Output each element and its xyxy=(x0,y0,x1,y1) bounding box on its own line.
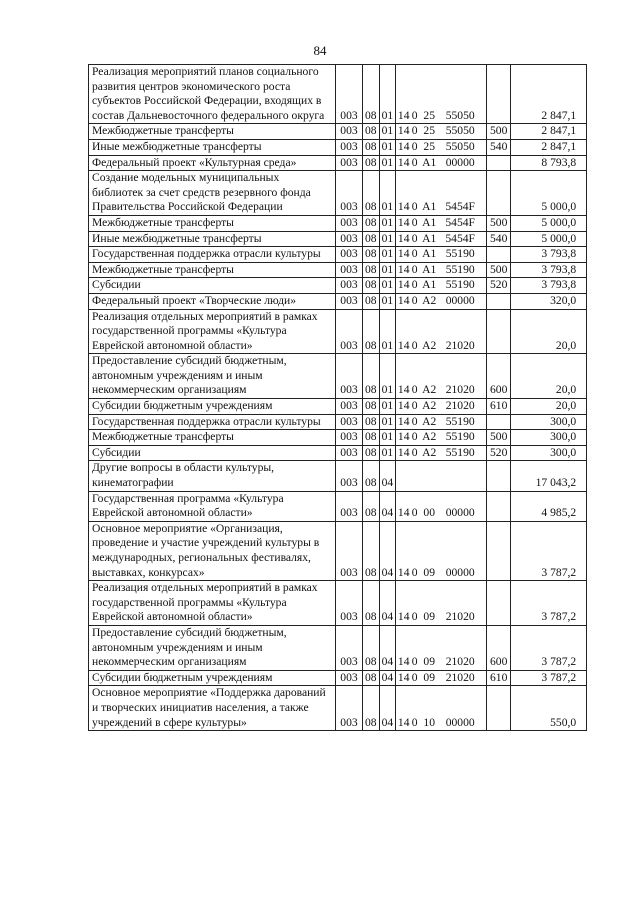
target-article-part: 00000 xyxy=(445,506,475,520)
table-row xyxy=(89,625,587,670)
row-admin-code-cell: 003 xyxy=(336,171,363,216)
row-subsection-cell: 01 xyxy=(379,139,396,155)
row-name-cell: Государственная поддержка отрасли культуры xyxy=(89,247,336,263)
target-article-part: 00000 xyxy=(445,715,475,729)
row-name-cell: Межбюджетные трансферты xyxy=(89,215,336,231)
row-expense-type-cell xyxy=(487,155,511,171)
target-article-part: 0 xyxy=(411,655,418,669)
row-amount-cell: 20,0 xyxy=(511,309,587,354)
row-admin-code-cell: 003 xyxy=(336,625,363,670)
row-expense-type-cell xyxy=(487,686,511,731)
row-section-cell: 08 xyxy=(363,171,380,216)
row-admin-code-cell: 003 xyxy=(336,278,363,294)
target-article-part: 09 xyxy=(423,670,435,684)
row-name-cell: Реализация мероприятий планов социального развития центров экономического роста субъектов Российской Федерации, входящих в состав Дальневосточного федерального округа xyxy=(89,65,336,124)
row-target-article-cell xyxy=(396,430,487,446)
target-article-part: A2 xyxy=(422,414,437,428)
row-admin-code-cell: 003 xyxy=(336,686,363,731)
row-target-article-cell xyxy=(396,155,487,171)
row-amount-cell: 17 043,2 xyxy=(511,461,587,491)
row-name-cell: Создание модельных муниципальных библиотек за счет средств резервного фонда Правительства Российской Федерации xyxy=(89,171,336,216)
row-name-cell: Государственная программа «Культура Еврейской автономной области» xyxy=(89,491,336,521)
target-article-part: A2 xyxy=(422,338,437,352)
row-target-article-cell xyxy=(396,278,487,294)
target-article-part: 21020 xyxy=(445,399,475,413)
target-article-part: 14 xyxy=(397,430,410,444)
row-expense-type-cell: 500 xyxy=(487,430,511,446)
target-article-part: 0 xyxy=(411,430,418,444)
table-row xyxy=(89,670,587,686)
target-article-part: 00000 xyxy=(445,565,475,579)
table-row xyxy=(89,65,587,124)
target-article-part: 55190 xyxy=(445,262,475,276)
row-admin-code-cell: 003 xyxy=(336,445,363,461)
target-article-part: 0 xyxy=(411,445,418,459)
target-article-part: 14 xyxy=(397,383,410,397)
row-amount-cell: 3 787,2 xyxy=(511,670,587,686)
row-name-cell: Предоставление субсидий бюджетным, автономным учреждениям и иным некоммерческим организациям xyxy=(89,625,336,670)
row-admin-code-cell: 003 xyxy=(336,124,363,140)
table-row xyxy=(89,686,587,731)
target-article-part: 0 xyxy=(411,565,418,579)
row-amount-cell: 550,0 xyxy=(511,686,587,731)
row-subsection-cell: 04 xyxy=(379,521,396,580)
target-article-part: 14 xyxy=(397,715,410,729)
row-amount-cell: 20,0 xyxy=(511,399,587,415)
row-amount-cell: 300,0 xyxy=(511,430,587,446)
target-article-part: 0 xyxy=(411,278,418,292)
target-article-part: 14 xyxy=(397,124,410,138)
target-article-part: A1 xyxy=(422,231,437,245)
row-amount-cell: 3 787,2 xyxy=(511,625,587,670)
row-section-cell: 08 xyxy=(363,625,380,670)
row-name-cell: Межбюджетные трансферты xyxy=(89,124,336,140)
target-article-part: 00000 xyxy=(445,293,475,307)
row-section-cell: 08 xyxy=(363,521,380,580)
row-subsection-cell: 01 xyxy=(379,65,396,124)
target-article-part: 25 xyxy=(423,124,435,138)
table-row xyxy=(89,430,587,446)
target-article-part: 55190 xyxy=(445,247,475,261)
target-article-part: 21020 xyxy=(445,655,475,669)
row-subsection-cell: 01 xyxy=(379,155,396,171)
table-row xyxy=(89,139,587,155)
row-expense-type-cell: 600 xyxy=(487,625,511,670)
target-article-part: 14 xyxy=(397,231,410,245)
row-admin-code-cell: 003 xyxy=(336,231,363,247)
target-article-part: 09 xyxy=(423,565,435,579)
target-article-part: 0 xyxy=(411,124,418,138)
table-row xyxy=(89,521,587,580)
row-expense-type-cell: 600 xyxy=(487,354,511,399)
target-article-part: 25 xyxy=(423,139,435,153)
page-number: 84 xyxy=(313,43,327,58)
row-name-cell: Другие вопросы в области культуры, кинематографии xyxy=(89,461,336,491)
row-expense-type-cell xyxy=(487,65,511,124)
target-article-part: A1 xyxy=(422,215,437,229)
row-expense-type-cell xyxy=(487,581,511,626)
row-section-cell: 08 xyxy=(363,414,380,430)
row-name-cell: Субсидии бюджетным учреждениям xyxy=(89,670,336,686)
target-article-part: 0 xyxy=(411,715,418,729)
row-name-cell: Иные межбюджетные трансферты xyxy=(89,139,336,155)
row-admin-code-cell: 003 xyxy=(336,309,363,354)
table-row xyxy=(89,124,587,140)
target-article-part: A1 xyxy=(422,278,437,292)
row-expense-type-cell xyxy=(487,247,511,263)
target-article-part: 0 xyxy=(411,670,418,684)
target-article-part: 14 xyxy=(397,445,410,459)
target-article-part: 14 xyxy=(397,139,410,153)
target-article-part: 0 xyxy=(411,414,418,428)
row-section-cell: 08 xyxy=(363,354,380,399)
row-expense-type-cell: 540 xyxy=(487,231,511,247)
row-admin-code-cell: 003 xyxy=(336,293,363,309)
row-subsection-cell: 01 xyxy=(379,262,396,278)
row-target-article-cell xyxy=(396,625,487,670)
row-target-article-cell xyxy=(396,491,487,521)
row-subsection-cell: 01 xyxy=(379,414,396,430)
target-article-part: 21020 xyxy=(445,670,475,684)
target-article-part: 55190 xyxy=(445,278,475,292)
row-expense-type-cell xyxy=(487,461,511,491)
target-article-part: 55190 xyxy=(445,430,475,444)
target-article-part: 55050 xyxy=(445,124,475,138)
target-article-part: 14 xyxy=(397,655,410,669)
row-amount-cell: 3 787,2 xyxy=(511,521,587,580)
target-article-part: 00000 xyxy=(445,155,475,169)
row-admin-code-cell: 003 xyxy=(336,414,363,430)
row-subsection-cell: 04 xyxy=(379,686,396,731)
target-article-part: A1 xyxy=(422,200,437,214)
target-article-part: 21020 xyxy=(445,383,475,397)
row-expense-type-cell xyxy=(487,491,511,521)
target-article-part: 21020 xyxy=(445,610,475,624)
row-expense-type-cell xyxy=(487,309,511,354)
row-target-article-cell xyxy=(396,399,487,415)
row-section-cell: 08 xyxy=(363,247,380,263)
row-admin-code-cell: 003 xyxy=(336,461,363,491)
row-admin-code-cell: 003 xyxy=(336,354,363,399)
row-subsection-cell: 04 xyxy=(379,670,396,686)
target-article-part: A2 xyxy=(422,383,437,397)
row-target-article-cell xyxy=(396,171,487,216)
row-subsection-cell: 01 xyxy=(379,171,396,216)
row-target-article-cell xyxy=(396,354,487,399)
target-article-part: 0 xyxy=(411,247,418,261)
table-row xyxy=(89,262,587,278)
target-article-part: 55050 xyxy=(445,139,475,153)
row-target-article-cell xyxy=(396,293,487,309)
row-section-cell: 08 xyxy=(363,231,380,247)
target-article-part: 14 xyxy=(397,610,410,624)
target-article-part: 0 xyxy=(411,262,418,276)
target-article-part: 0 xyxy=(411,231,418,245)
row-subsection-cell: 01 xyxy=(379,293,396,309)
target-article-part: 0 xyxy=(411,215,418,229)
target-article-part: 0 xyxy=(411,610,418,624)
target-article-part: 14 xyxy=(397,338,410,352)
row-amount-cell: 2 847,1 xyxy=(511,65,587,124)
row-admin-code-cell: 003 xyxy=(336,521,363,580)
table-row xyxy=(89,231,587,247)
row-subsection-cell: 01 xyxy=(379,445,396,461)
row-expense-type-cell: 500 xyxy=(487,262,511,278)
target-article-part: 0 xyxy=(411,108,418,122)
target-article-part: 14 xyxy=(397,414,410,428)
target-article-part: 0 xyxy=(411,506,418,520)
row-section-cell: 08 xyxy=(363,461,380,491)
row-amount-cell: 3 793,8 xyxy=(511,247,587,263)
table-row xyxy=(89,491,587,521)
row-subsection-cell: 04 xyxy=(379,461,396,491)
row-target-article-cell xyxy=(396,414,487,430)
row-amount-cell: 2 847,1 xyxy=(511,124,587,140)
target-article-part: 14 xyxy=(397,670,410,684)
row-expense-type-cell: 610 xyxy=(487,399,511,415)
row-name-cell: Межбюджетные трансферты xyxy=(89,430,336,446)
row-expense-type-cell: 500 xyxy=(487,215,511,231)
row-name-cell: Основное мероприятие «Поддержка дарований и творческих инициатив населения, а также учреждений в сфере культуры» xyxy=(89,686,336,731)
table-row xyxy=(89,354,587,399)
target-article-part: A2 xyxy=(422,399,437,413)
row-subsection-cell: 04 xyxy=(379,625,396,670)
row-section-cell: 08 xyxy=(363,278,380,294)
row-section-cell: 08 xyxy=(363,155,380,171)
row-target-article-cell xyxy=(396,262,487,278)
row-amount-cell: 5 000,0 xyxy=(511,231,587,247)
row-name-cell: Реализация отдельных мероприятий в рамках государственной программы «Культура Еврейской автономной области» xyxy=(89,309,336,354)
row-name-cell: Иные межбюджетные трансферты xyxy=(89,231,336,247)
row-name-cell: Межбюджетные трансферты xyxy=(89,262,336,278)
row-name-cell: Субсидии бюджетным учреждениям xyxy=(89,399,336,415)
row-target-article-cell xyxy=(396,65,487,124)
row-amount-cell: 300,0 xyxy=(511,445,587,461)
row-admin-code-cell: 003 xyxy=(336,215,363,231)
row-section-cell: 08 xyxy=(363,139,380,155)
row-section-cell: 08 xyxy=(363,581,380,626)
row-target-article-cell xyxy=(396,309,487,354)
row-subsection-cell: 01 xyxy=(379,309,396,354)
row-target-article-cell xyxy=(396,461,487,491)
row-target-article-cell xyxy=(396,521,487,580)
target-article-part: 14 xyxy=(397,247,410,261)
target-article-part: 0 xyxy=(411,399,418,413)
row-target-article-cell xyxy=(396,215,487,231)
target-article-part: 14 xyxy=(397,108,410,122)
row-section-cell: 08 xyxy=(363,215,380,231)
row-amount-cell: 8 793,8 xyxy=(511,155,587,171)
row-subsection-cell: 01 xyxy=(379,399,396,415)
row-admin-code-cell: 003 xyxy=(336,670,363,686)
target-article-part: 10 xyxy=(423,715,435,729)
row-name-cell: Государственная поддержка отрасли культуры xyxy=(89,414,336,430)
target-article-part: 0 xyxy=(411,338,418,352)
target-article-part: 25 xyxy=(423,108,435,122)
target-article-part: 55050 xyxy=(445,108,475,122)
table-row xyxy=(89,155,587,171)
row-target-article-cell xyxy=(396,139,487,155)
row-name-cell: Субсидии xyxy=(89,278,336,294)
target-article-part: 14 xyxy=(397,215,410,229)
target-article-part: 5454F xyxy=(445,215,475,229)
target-article-part: 0 xyxy=(411,139,418,153)
row-expense-type-cell xyxy=(487,171,511,216)
row-section-cell: 08 xyxy=(363,309,380,354)
row-amount-cell: 4 985,2 xyxy=(511,491,587,521)
table-row xyxy=(89,445,587,461)
row-admin-code-cell: 003 xyxy=(336,155,363,171)
target-article-part: 0 xyxy=(411,155,418,169)
row-target-article-cell xyxy=(396,686,487,731)
row-section-cell: 08 xyxy=(363,293,380,309)
target-article-part: 09 xyxy=(423,610,435,624)
target-article-part: 14 xyxy=(397,200,410,214)
target-article-part: 14 xyxy=(397,293,410,307)
target-article-part: 21020 xyxy=(445,338,475,352)
row-section-cell: 08 xyxy=(363,399,380,415)
target-article-part: 5454F xyxy=(445,231,475,245)
row-admin-code-cell: 003 xyxy=(336,247,363,263)
table-row xyxy=(89,414,587,430)
row-section-cell: 08 xyxy=(363,262,380,278)
target-article-part: 55190 xyxy=(445,414,475,428)
row-target-article-cell xyxy=(396,231,487,247)
target-article-part: A1 xyxy=(422,247,437,261)
row-amount-cell: 5 000,0 xyxy=(511,171,587,216)
row-section-cell: 08 xyxy=(363,430,380,446)
row-expense-type-cell xyxy=(487,521,511,580)
row-subsection-cell: 01 xyxy=(379,215,396,231)
budget-table xyxy=(88,64,587,731)
table-row xyxy=(89,215,587,231)
target-article-part: 55190 xyxy=(445,445,475,459)
row-section-cell: 08 xyxy=(363,65,380,124)
row-name-cell: Предоставление субсидий бюджетным, автономным учреждениям и иным некоммерческим организациям xyxy=(89,354,336,399)
row-target-article-cell xyxy=(396,124,487,140)
row-section-cell: 08 xyxy=(363,124,380,140)
table-row xyxy=(89,581,587,626)
row-expense-type-cell: 520 xyxy=(487,445,511,461)
target-article-part: 14 xyxy=(397,262,410,276)
target-article-part: A2 xyxy=(422,445,437,459)
row-amount-cell: 3 793,8 xyxy=(511,278,587,294)
target-article-part: 14 xyxy=(397,155,410,169)
target-article-part: 0 xyxy=(411,383,418,397)
row-target-article-cell xyxy=(396,670,487,686)
row-section-cell: 08 xyxy=(363,491,380,521)
row-subsection-cell: 01 xyxy=(379,231,396,247)
row-expense-type-cell: 500 xyxy=(487,124,511,140)
row-admin-code-cell: 003 xyxy=(336,581,363,626)
row-subsection-cell: 01 xyxy=(379,247,396,263)
row-section-cell: 08 xyxy=(363,686,380,731)
target-article-part: 14 xyxy=(397,506,410,520)
target-article-part: A1 xyxy=(422,155,437,169)
row-section-cell: 08 xyxy=(363,670,380,686)
target-article-part: 14 xyxy=(397,399,410,413)
row-expense-type-cell: 540 xyxy=(487,139,511,155)
table-row xyxy=(89,399,587,415)
target-article-part: 5454F xyxy=(445,200,475,214)
row-name-cell: Федеральный проект «Творческие люди» xyxy=(89,293,336,309)
row-amount-cell: 20,0 xyxy=(511,354,587,399)
target-article-part: A2 xyxy=(422,430,437,444)
target-article-part: 09 xyxy=(423,655,435,669)
row-subsection-cell: 04 xyxy=(379,581,396,626)
target-article-part: A1 xyxy=(422,262,437,276)
row-expense-type-cell: 520 xyxy=(487,278,511,294)
row-admin-code-cell: 003 xyxy=(336,139,363,155)
row-admin-code-cell: 003 xyxy=(336,262,363,278)
table-row xyxy=(89,171,587,216)
table-row xyxy=(89,461,587,491)
row-name-cell: Реализация отдельных мероприятий в рамках государственной программы «Культура Еврейской автономной области» xyxy=(89,581,336,626)
row-amount-cell: 2 847,1 xyxy=(511,139,587,155)
row-expense-type-cell: 610 xyxy=(487,670,511,686)
row-name-cell: Федеральный проект «Культурная среда» xyxy=(89,155,336,171)
row-amount-cell: 3 793,8 xyxy=(511,262,587,278)
target-article-part: 00 xyxy=(423,506,435,520)
target-article-part: 0 xyxy=(411,293,418,307)
row-target-article-cell xyxy=(396,581,487,626)
row-amount-cell: 320,0 xyxy=(511,293,587,309)
target-article-part: 0 xyxy=(411,200,418,214)
table-body xyxy=(89,65,587,731)
row-admin-code-cell: 003 xyxy=(336,399,363,415)
row-name-cell: Основное мероприятие «Организация, проведение и участие учреждений культуры в международных, региональных фестивалях, выставках, конкурсах» xyxy=(89,521,336,580)
row-admin-code-cell: 003 xyxy=(336,430,363,446)
row-amount-cell: 300,0 xyxy=(511,414,587,430)
row-target-article-cell xyxy=(396,247,487,263)
row-section-cell: 08 xyxy=(363,445,380,461)
table-row xyxy=(89,247,587,263)
row-target-article-cell xyxy=(396,445,487,461)
row-subsection-cell: 01 xyxy=(379,430,396,446)
row-name-cell: Субсидии xyxy=(89,445,336,461)
target-article-part: A2 xyxy=(422,293,437,307)
target-article-part: 14 xyxy=(397,278,410,292)
target-article-part: 14 xyxy=(397,565,410,579)
row-admin-code-cell: 003 xyxy=(336,65,363,124)
row-subsection-cell: 01 xyxy=(379,354,396,399)
row-subsection-cell: 01 xyxy=(379,124,396,140)
row-subsection-cell: 04 xyxy=(379,491,396,521)
row-admin-code-cell: 003 xyxy=(336,491,363,521)
table-row xyxy=(89,278,587,294)
row-amount-cell: 3 787,2 xyxy=(511,581,587,626)
row-subsection-cell: 01 xyxy=(379,278,396,294)
row-amount-cell: 5 000,0 xyxy=(511,215,587,231)
row-expense-type-cell xyxy=(487,414,511,430)
row-expense-type-cell xyxy=(487,293,511,309)
table-row xyxy=(89,309,587,354)
table-row xyxy=(89,293,587,309)
